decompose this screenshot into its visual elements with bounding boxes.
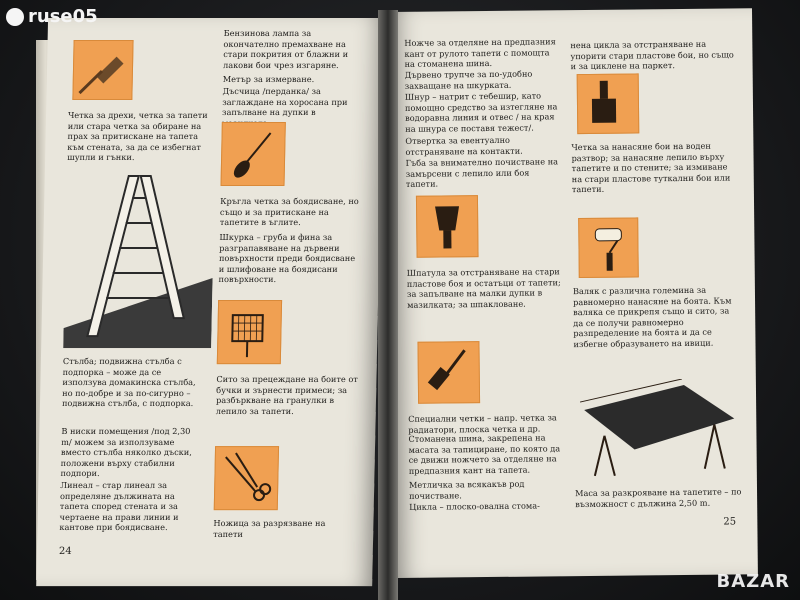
book-gutter xyxy=(378,10,398,600)
lamp-caption: Бензинова лампа за окончателно премахване на стари покрития от блажни и лакови бои чрез изгаряне. xyxy=(222,28,349,70)
low-rooms-caption: В ниски помещения /под 2,30 m/ можем за използуваме вместо стълба няколко дъски, положени върху стабилни подпори. xyxy=(60,426,193,479)
roller-caption: Валяк с различна големина за равномерно нанасяне на боята. Към валяка се прикрепя също и сито, за да се получи равномерно разпределение на боята и да се избегне образуването на ивици. xyxy=(572,284,732,350)
scissors-image xyxy=(214,446,279,510)
wood-block-caption: Дървено трупче за по-удобно захващане на шкурката. xyxy=(404,68,533,91)
table-caption: Маса за разкрояване на тапетите – по възможност с дължина 2,50 m. xyxy=(574,486,742,509)
left-page xyxy=(36,18,384,586)
brush-caption: Четка за дрехи, четка за тапети или стара четка за обиране на прах за притискане на тапета към стената, за да се избегнат шупли и гънки. xyxy=(67,110,208,163)
round-brush-caption: Кръгла четка за боядисване, но също и за притискане на тапетите в ъглите. xyxy=(219,196,359,228)
wide-brush-image xyxy=(577,73,640,134)
uploader-badge xyxy=(6,6,98,27)
page-number-right: 25 xyxy=(723,516,737,528)
table-image xyxy=(574,378,745,480)
meter-caption: Метър за измерване. xyxy=(222,74,315,85)
sandpaper-caption: Шкурка – груба и фина за разграпавяване на дървени повърхности преди боядисване и шлифоване на боядисани повърхности. xyxy=(218,232,356,285)
username: ruse05 xyxy=(28,6,98,27)
brush-caption: Четка за нанасяне бои на воден разтвор; за нанасяне лепило върху тапетите и по стените; за измиване на стари пластове туткални бои или тапети. xyxy=(571,140,731,195)
round-brush-image xyxy=(221,122,286,186)
cord-caption: Шнур – натрит с тебешир, като помощно средство за изтегляне на водоравна линия и отвес / на края на шнура се поставя тежест/. xyxy=(404,90,558,134)
sieve-image xyxy=(217,300,282,364)
ladder-image xyxy=(63,168,215,348)
right-page xyxy=(392,8,758,578)
scissors-caption: Ножица за разрязване на тапети xyxy=(213,518,326,539)
special-brushes-image xyxy=(417,341,480,404)
page-number-left: 24 xyxy=(58,546,72,558)
screwdriver-caption: Отвертка за евентуално отстраняване на контакти. xyxy=(405,134,523,157)
sponge-caption: Гъба за внимателно почистване на замърсени с лепило или боя тапети. xyxy=(405,156,559,190)
pallet-caption: Дъсчица /перданка/ за заглаждане на хоросана при запълване на дупки в xyxy=(221,86,348,118)
watermark: BAZAR xyxy=(716,571,790,592)
sieve-caption: Сито за прецеждане на боите от бучки и зърнести примеси; за разбъркване на гранулки в лепило за тапети. xyxy=(215,374,359,416)
scraper-cont-caption: нена цикла за отстраняване на упорити стари пластове бои, но също и за циклене на паркет. xyxy=(570,38,734,72)
spatula-image xyxy=(416,195,479,258)
steel-rail-caption: Стоманена шина, закрепена на масата за тапициране, по която да се движи ножчето за отделяне на предпазния кант на тапета. xyxy=(408,432,561,476)
spatula-caption: Шпатула за отстраняване на стари пластове боя и остатъци от тапети; за запълване на малки дупки в мазилката; за шпакловане. xyxy=(406,266,561,310)
ladder-caption: Стълба; подвижна стълба с подпорка – може да се използува домакинска стълба, но по-добре и за по-сигурно – подвижна стълба, с подпорка. xyxy=(61,356,196,409)
brush-image xyxy=(72,40,133,100)
avatar-icon xyxy=(6,8,24,26)
knife-caption: Ножче за отделяне на предпазния кант от рулото тапети с помощта на стоманена шина. xyxy=(404,36,556,70)
roller-image xyxy=(578,217,639,278)
tape-caption: Метличка за всякакъв род почистване. xyxy=(408,478,525,501)
special-brushes-caption: Специални четки – напр. четка за радиатори, плоска четка и др. xyxy=(408,412,557,435)
scraper-caption: Цикла – плоско-овална стома- xyxy=(409,500,540,512)
ruler-caption: Линеал – стар линеал за определяне дължината на тапета според стената и за чертаене на прави линии и кантове при боядисване. xyxy=(59,480,179,533)
